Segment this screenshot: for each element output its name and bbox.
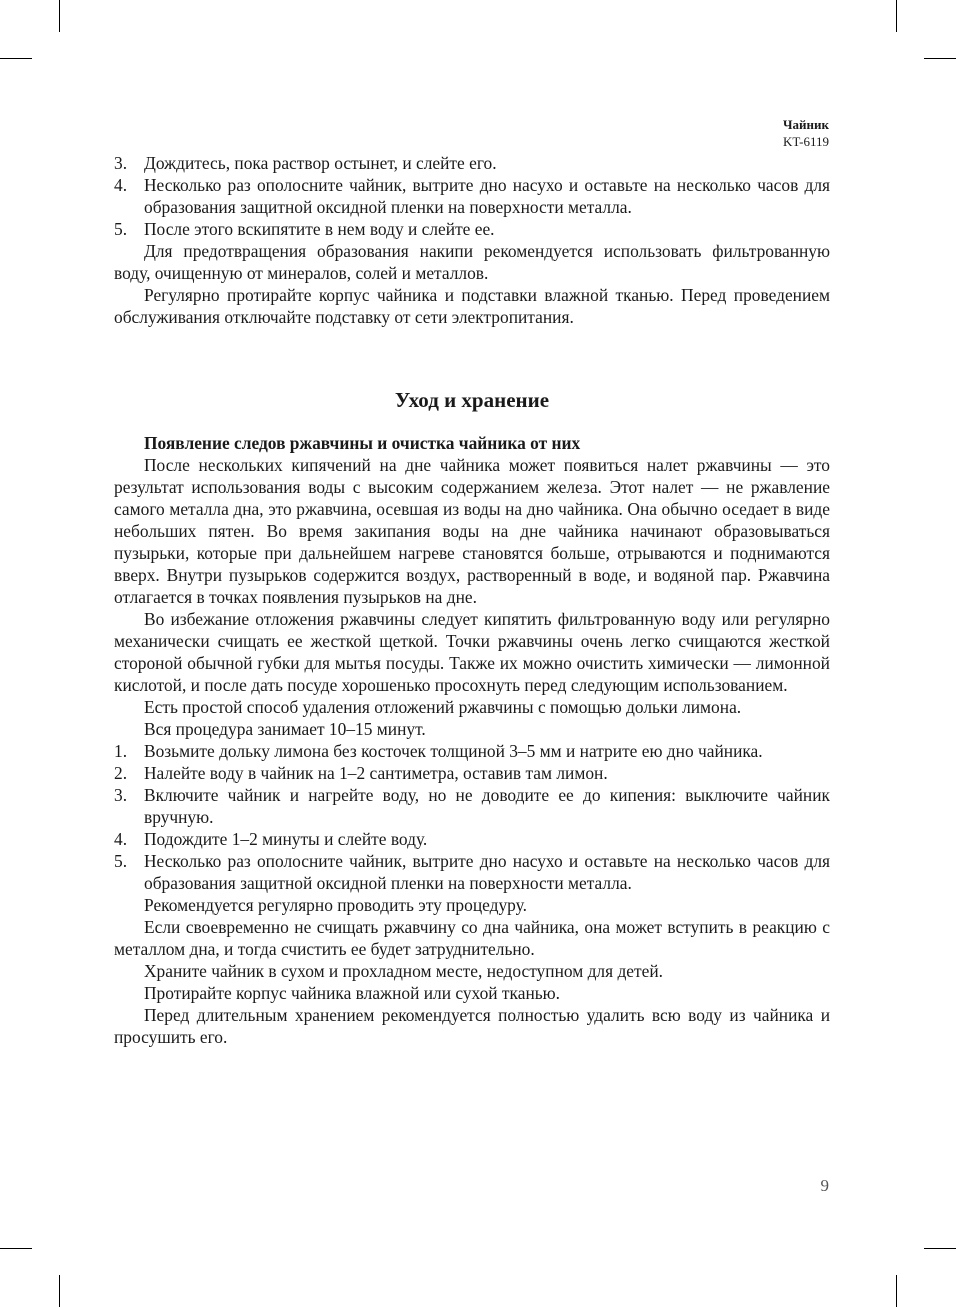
crop-mark [0, 58, 32, 59]
step-item: 2. Налейте воду в чайник на 1–2 сантиметра, оставив там лимон. [114, 763, 608, 783]
paragraph: Храните чайник в сухом и прохладном месте, недоступном для детей. [144, 961, 664, 981]
paragraph: Если своевременно не счищать ржавчину со дна чайника, она может вступить в реакцию с металлом дна, и тогда счистить ее будет затруднительно. [114, 917, 830, 959]
recommendation: Рекомендуется регулярно проводить эту процедуру. [144, 895, 527, 915]
paragraph: Для предотвращения образования накипи рекомендуется использовать фильтрованную воду, очищенную от минералов, солей и металлов. [114, 241, 830, 283]
paragraph: Есть простой способ удаления отложений ржавчины с помощью дольки лимона. [144, 697, 742, 717]
list-item: 4. Несколько раз ополосните чайник, вытрите дно насухо и оставьте на несколько часов для образования защитной оксидной пленки на поверхности металла. [114, 175, 830, 217]
crop-mark [924, 58, 956, 59]
step-item: 1. Возьмите дольку лимона без косточек толщиной 3–5 мм и натрите ею дно чайника. [114, 741, 763, 761]
page-content [114, 152, 830, 1048]
crop-mark [0, 1248, 32, 1249]
paragraph: Регулярно протирайте корпус чайника и подставки влажной тканью. Перед проведением обслуживания отключайте подставку от сети электропитания. [114, 285, 830, 327]
paragraph: После нескольких кипячений на дне чайника может появиться налет ржавчины — это результат использования воды с высоким содержанием железа. Этот налет — не ржавление самого металла дна, это ржавчина, осевшая из воды на дно чайника. Она обычно оседает в виде небольших пятен. Во время закипания воды на дне чайника начинают образовываться пузырьки, которые при дальнейшем нагреве становятся больше, отрываются и поднимаются вверх. Внутри пузырьков содержится воздух, растворенный в воде, и водяной пар. Ржавчина отлагается в точках появления пузырьков на дне. [114, 455, 830, 607]
procedure-intro: Вся процедура занимает 10–15 минут. [144, 719, 426, 739]
step-item: 5. Несколько раз ополосните чайник, вытрите дно насухо и оставьте на несколько часов для образования защитной оксидной пленки на поверхности металла. [114, 851, 830, 893]
running-header [783, 116, 829, 150]
page-number: 9 [820, 1176, 829, 1195]
section-title: Уход и хранение [394, 388, 550, 412]
crop-mark [59, 0, 60, 32]
paragraph: Протирайте корпус чайника влажной или сухой тканью. [144, 983, 561, 1003]
step-item: 4. Подождите 1–2 минуты и слейте воду. [114, 829, 428, 849]
subsection-title: Появление следов ржавчины и очистка чайника от них [144, 433, 581, 453]
list-item: 5. После этого вскипятите в нем воду и слейте ее. [114, 219, 495, 239]
header-model: KT-6119 [783, 134, 829, 149]
step-item: 3. Включите чайник и нагрейте воду, но не доводите ее до кипения: выключите чайник вручную. [114, 785, 830, 827]
paragraph: Во избежание отложения ржавчины следует кипятить фильтрованную воду или регулярно механически счищать ее жесткой щеткой. Точки ржавчины очень легко счищаются жесткой стороной обычной губки для мытья посуды. Также их можно очистить химически — лимонной кислотой, и после дать посуде хорошенько просохнуть перед следующим использованием. [114, 609, 830, 695]
crop-mark [896, 0, 897, 32]
crop-mark [59, 1275, 60, 1307]
list-item: 3. Дождитесь, пока раствор остынет, и слейте его. [114, 153, 497, 173]
crop-mark [896, 1275, 897, 1307]
paragraph: Перед длительным хранением рекомендуется полностью удалить всю воду из чайника и просушить его. [114, 1005, 830, 1047]
crop-mark [924, 1248, 956, 1249]
header-product: Чайник [782, 117, 829, 132]
